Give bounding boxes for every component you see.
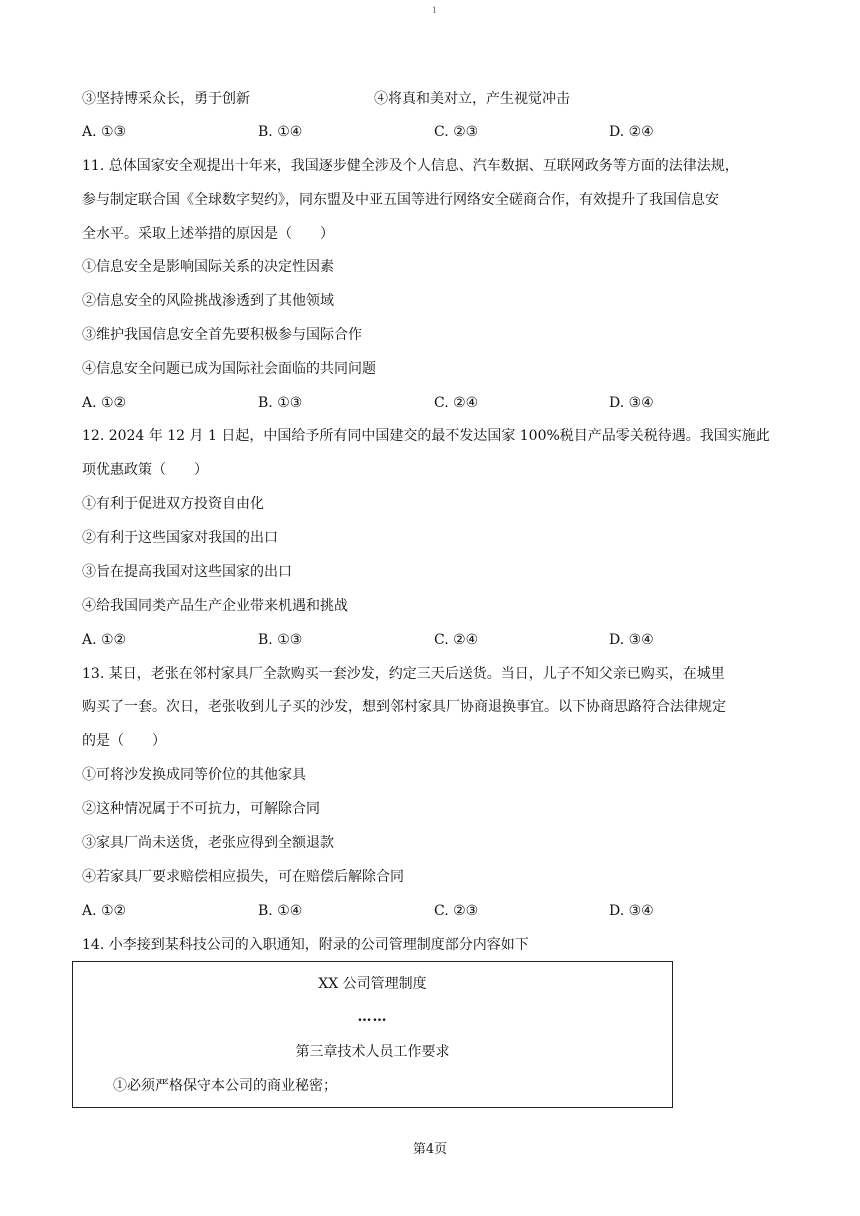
q13-stem-line-3: 的是（ ） xyxy=(82,733,166,749)
q11-choices xyxy=(82,393,782,413)
q14-stem: 14. 小李接到某科技公司的入职通知，附录的公司管理制度部分内容如下 xyxy=(82,937,529,953)
q10-item-4: ④将真和美对立，产生视觉冲击 xyxy=(374,91,570,107)
choice-d[interactable]: D. ③④ xyxy=(609,632,654,648)
q13-item-2: ②这种情况属于不可抗力，可解除合同 xyxy=(82,801,320,817)
q12-item-1: ①有利于促进双方投资自由化 xyxy=(82,496,264,512)
choice-a[interactable]: A. ①③ xyxy=(82,124,127,140)
q12-stem-line-1: 12. 2024 年 12 月 1 日起，中国给予所有同中国建交的最不发达国家 100%税目产品零关税待遇。我国实施此 xyxy=(82,428,770,444)
choice-a[interactable]: A. ①② xyxy=(82,903,127,919)
company-rules-box xyxy=(72,961,673,1108)
q13-item-3: ③家具厂尚未送货，老张应得到全额退款 xyxy=(82,835,334,851)
choice-c[interactable]: C. ②④ xyxy=(434,395,479,411)
q13-item-1: ①可将沙发换成同等价位的其他家具 xyxy=(82,767,306,783)
choice-c[interactable]: C. ②③ xyxy=(434,124,479,140)
q11-stem-line-1: 11. 总体国家安全观提出十年来，我国逐步健全涉及个人信息、汽车数据、互联网政务等方面的法律法规， xyxy=(82,158,739,174)
q10-choices xyxy=(82,122,782,142)
page-number: 第4页 xyxy=(412,1142,448,1157)
q12-item-3: ③旨在提高我国对这些国家的出口 xyxy=(82,564,292,580)
choice-a[interactable]: A. ①② xyxy=(82,395,127,411)
q11-stem-line-2: 参与制定联合国《全球数字契约》，同东盟及中亚五国等进行网络安全磋商合作，有效提升了我国信息安 xyxy=(82,192,719,208)
q11-item-3: ③维护我国信息安全首先要积极参与国际合作 xyxy=(82,327,362,343)
q11-item-2: ②信息安全的风险挑战渗透到了其他领域 xyxy=(82,293,334,309)
q13-stem-line-2: 购买了一套。次日，老张收到儿子买的沙发，想到邻村家具厂协商退换事宜。以下协商思路符合法律规定 xyxy=(82,699,726,715)
choice-b[interactable]: B. ①③ xyxy=(258,632,303,648)
q10-item-3: ③坚持博采众长，勇于创新 xyxy=(82,91,250,107)
rules-chapter-heading: 第三章技术人员工作要求 xyxy=(295,1044,450,1060)
choice-a[interactable]: A. ①② xyxy=(82,632,127,648)
q13-choices xyxy=(82,901,782,921)
q12-item-4: ④给我国同类产品生产企业带来机遇和挑战 xyxy=(82,598,348,614)
choice-c[interactable]: C. ②④ xyxy=(434,632,479,648)
q11-stem-line-3: 全水平。采取上述举措的原因是（ ） xyxy=(82,226,334,242)
choice-b[interactable]: B. ①③ xyxy=(258,395,303,411)
choice-d[interactable]: D. ③④ xyxy=(609,395,654,411)
q13-stem-line-1: 13. 某日，老张在邻村家具厂全款购买一套沙发，约定三天后送货。当日，儿子不知父亲已购买，在城里 xyxy=(82,666,725,682)
rules-item-1: ①必须严格保守本公司的商业秘密； xyxy=(113,1078,337,1094)
choice-d[interactable]: D. ③④ xyxy=(609,903,654,919)
q13-item-4: ④若家具厂要求赔偿相应损失，可在赔偿后解除合同 xyxy=(82,869,404,885)
q11-item-1: ①信息安全是影响国际关系的决定性因素 xyxy=(82,259,334,275)
page-header-mark: 1 xyxy=(432,6,438,15)
choice-d[interactable]: D. ②④ xyxy=(609,124,654,140)
q12-item-2: ②有利于这些国家对我国的出口 xyxy=(82,530,278,546)
choice-c[interactable]: C. ②③ xyxy=(434,903,479,919)
q11-item-4: ④信息安全问题已成为国际社会面临的共同问题 xyxy=(82,361,376,377)
choice-b[interactable]: B. ①④ xyxy=(258,903,303,919)
q12-stem-line-2: 项优惠政策（ ） xyxy=(82,462,208,478)
q12-choices xyxy=(82,630,782,650)
rules-ellipsis: …… xyxy=(357,1009,388,1025)
choice-b[interactable]: B. ①④ xyxy=(258,124,303,140)
rules-title: XX 公司管理制度 xyxy=(318,976,427,992)
